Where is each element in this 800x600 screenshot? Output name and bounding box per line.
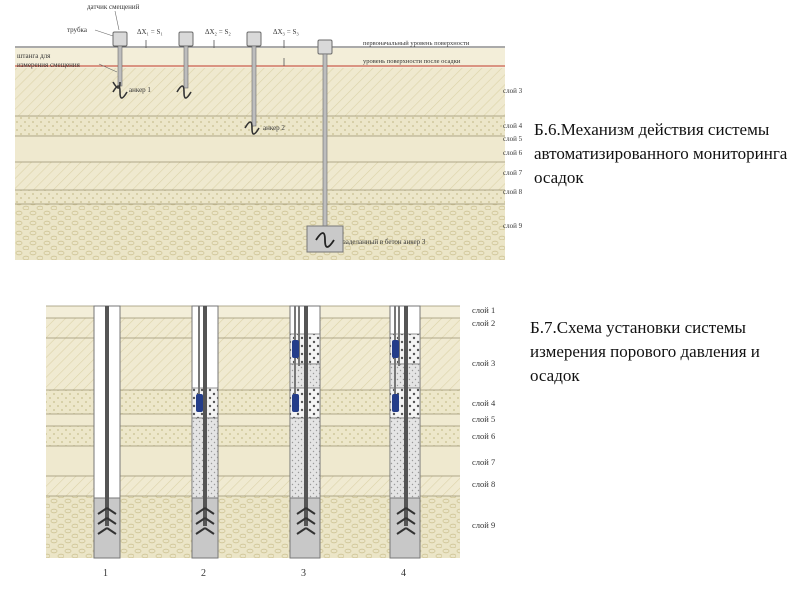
borehole-number-1: 1 [103,568,108,579]
svg-text:слой 7: слой 7 [472,457,496,467]
svg-text:слой 3: слой 3 [503,87,523,95]
layer-labels-fig1 [503,87,523,230]
soil-layers [15,48,505,260]
svg-text:слой 5: слой 5 [472,414,496,424]
rod-callout-line1: штанга для [17,52,51,60]
original-surface-label: первоначальный уровень поверхности [363,40,470,47]
figure1-caption: Б.6.Механизм действия системы автоматизированного мониторинга осадок [534,120,788,187]
anchor-2-label: анкер 2 [263,124,285,132]
borehole-4 [390,306,420,558]
borehole-3 [290,306,320,558]
svg-text:слой 6: слой 6 [472,431,496,441]
figure2-caption: Б.7.Схема установки системы измерения порового давления и осадок [530,318,760,385]
svg-text:слой 6: слой 6 [503,149,523,157]
svg-text:слой 9: слой 9 [472,520,496,530]
svg-text:слой 7: слой 7 [503,169,523,177]
borehole-number-4: 4 [401,568,406,579]
rod-callout-line2: измерения смещения [17,61,80,69]
svg-text:слой 2: слой 2 [472,318,496,328]
svg-text:слой 5: слой 5 [503,135,523,143]
anchor-1-label: анкер 1 [129,86,151,94]
displacement-label-1: ΔX₁ = S₁ [137,28,163,36]
svg-text:слой 8: слой 8 [503,188,523,196]
svg-text:слой 4: слой 4 [503,122,523,130]
borehole-number-2: 2 [201,568,206,579]
tube-callout: трубка [67,26,87,34]
borehole-number-3: 3 [301,568,306,579]
settlement-mechanism-diagram [15,0,535,270]
borehole-1 [94,306,120,558]
svg-text:слой 1: слой 1 [472,305,496,315]
displacement-label-3: ΔX₃ = S₃ [273,28,299,36]
sensor-callout: датчик смещений [87,3,140,11]
anchor-3-label: заделанный в бетон анкер 3 [343,238,426,246]
svg-text:слой 3: слой 3 [472,358,496,368]
svg-text:слой 8: слой 8 [472,479,496,489]
pore-pressure-installation-diagram [36,288,528,600]
borehole-2 [192,306,218,558]
svg-text:слой 9: слой 9 [503,222,523,230]
layer-labels-fig2 [472,305,496,530]
displacement-label-2: ΔX₂ = S₂ [205,28,231,36]
settled-surface-label: уровень поверхности после осадки [363,58,461,65]
borehole-numbers [103,568,406,579]
svg-text:слой 4: слой 4 [472,398,496,408]
